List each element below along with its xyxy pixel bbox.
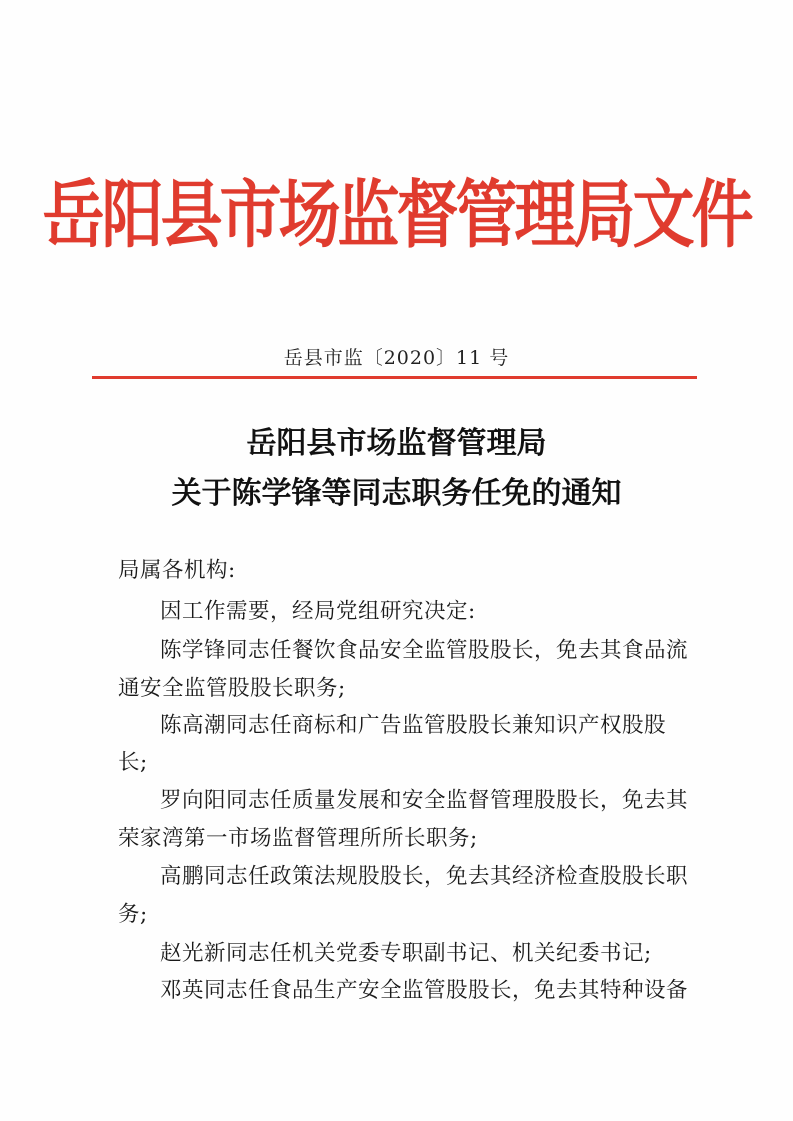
body-line: 赵光新同志任机关党委专职副书记、机关纪委书记; xyxy=(160,941,652,966)
body-line: 陈高潮同志任商标和广告监管股股长兼知识产权股股 xyxy=(160,713,667,738)
body-line: 邓英同志任食品生产安全监管股股长，免去其特种设备 xyxy=(160,978,689,1003)
notice-title-line-2: 关于陈学锋等同志职务任免的通知 xyxy=(171,476,622,511)
body-line: 陈学锋同志任餐饮食品安全监管股股长，免去其食品流 xyxy=(160,638,689,663)
body-line: 务; xyxy=(118,902,148,927)
red-divider-line xyxy=(92,376,697,379)
body-line: 罗向阳同志任质量发展和安全监督管理股股长，免去其 xyxy=(160,788,689,813)
body-line: 高鹏同志任政策法规股股长，免去其经济检查股股长职 xyxy=(160,864,689,889)
body-line: 荣家湾第一市场监督管理所所长职务; xyxy=(118,826,478,851)
body-line: 因工作需要，经局党组研究决定: xyxy=(160,599,476,624)
notice-title-line-1: 岳阳县市场监督管理局 xyxy=(246,426,547,461)
document-number: 岳县市监〔2020〕11 号 xyxy=(283,347,510,369)
letterhead-title: 岳阳县市场监督管理局文件 xyxy=(42,171,751,258)
body-line: 通安全监管股股长职务; xyxy=(118,676,346,701)
salutation: 局属各机构: xyxy=(118,558,236,583)
body-line: 长; xyxy=(118,750,148,775)
